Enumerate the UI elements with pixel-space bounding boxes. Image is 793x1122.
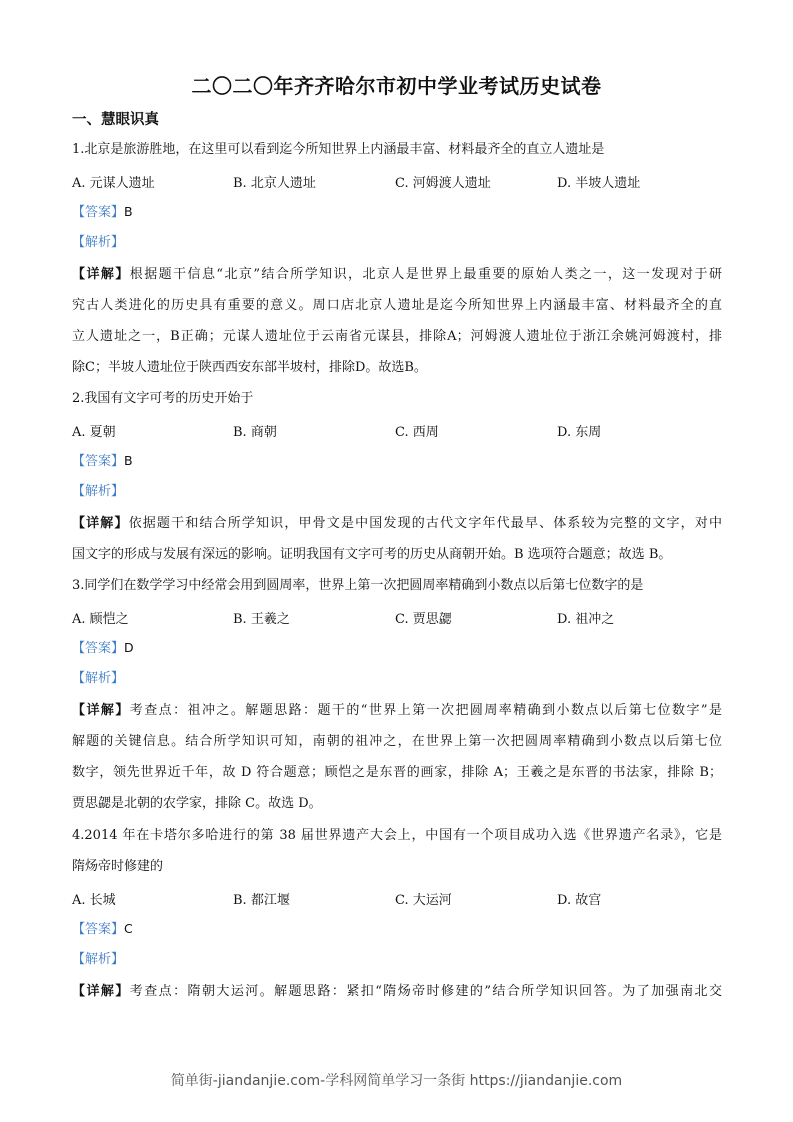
option-b: B. 王羲之: [233, 612, 290, 627]
answer-line: [72, 203, 133, 222]
question-3-options: [72, 608, 732, 626]
analysis-label: 【解析】: [72, 671, 125, 686]
question-4-stem: 4.2014 年在卡塔尔多哈进行的第 38 届世界遗产大会上，中国有一个项目成功入选《世界遗产名录》，它是 隋炀帝时修建的: [72, 828, 722, 874]
section-heading: 一、慧眼识真: [72, 112, 159, 128]
detail-label: 【详解】: [72, 984, 130, 999]
answer-line: [72, 920, 133, 939]
analysis-label: 【解析】: [72, 484, 125, 499]
option-b: B. 北京人遗址: [233, 176, 316, 191]
question-1-detail: 【详解】根据题干信息“北京”结合所学知识，北京人是世界上最重要的原始人类之一，这一发现对于研 究古人类进化的历史具有重要的意义。周口店北京人遗址是迄今所知世界上内涵最丰富、材料最齐全的直 立人遗址之一，B正确；元谋人遗址位于云南省元谋县，排除A；河姆渡人遗址位于浙江余姚河姆渡村，排 除C；半坡人遗址位于陕西西安东部半坡村，排除D。故选B。: [72, 267, 722, 375]
answer-value: B: [124, 204, 133, 219]
option-c: C. 西周: [395, 425, 439, 440]
answer-value: D: [124, 640, 134, 655]
answer-value: B: [124, 453, 133, 468]
question-4-detail: 【详解】考查点：隋朝大运河。解题思路：紧扣“隋炀帝时修建的”结合所学知识回答。为了加强南北交: [72, 984, 722, 999]
analysis-label: 【解析】: [72, 952, 125, 967]
option-c: C. 河姆渡人遗址: [395, 176, 491, 191]
option-a: A. 元谋人遗址: [72, 176, 155, 191]
option-c: C. 大运河: [395, 893, 452, 908]
analysis-label: 【解析】: [72, 235, 125, 250]
answer-label: 【答案】: [72, 454, 125, 469]
option-d: D. 东周: [557, 425, 602, 440]
detail-label: 【详解】: [72, 703, 130, 718]
detail-label: 【详解】: [72, 267, 130, 282]
option-d: D. 祖冲之: [557, 612, 615, 627]
option-c: C. 贾思勰: [395, 612, 452, 627]
option-a: A. 夏朝: [72, 425, 116, 440]
question-1-stem: 1.北京是旅游胜地，在这里可以看到迄今所知世界上内涵最丰富、材料最齐全的直立人遗址是: [72, 142, 605, 157]
answer-line: [72, 452, 133, 471]
page-footer-watermark: 简单街-jiandanjie.com-学科网简单学习一条街 https://jiandanjie.com: [170, 1073, 623, 1089]
answer-line: [72, 639, 134, 658]
option-b: B. 商朝: [233, 425, 277, 440]
answer-label: 【答案】: [72, 641, 125, 656]
detail-label: 【详解】: [72, 516, 129, 531]
answer-value: C: [124, 921, 133, 936]
option-d: D. 故宫: [557, 893, 602, 908]
answer-label: 【答案】: [72, 922, 125, 937]
question-2-stem: 2.我国有文字可考的历史开始于: [72, 391, 254, 406]
option-b: B. 都江堰: [233, 893, 290, 908]
page-title: 二〇二〇年齐齐哈尔市初中学业考试历史试卷: [191, 74, 602, 98]
option-a: A. 长城: [72, 893, 116, 908]
question-2-detail: 【详解】依据题干和结合所学知识，甲骨文是中国发现的古代文字年代最早、体系较为完整的文字，对中 国文字的形成与发展有深远的影响。证明我国有文字可考的历史从商朝开始。B 选项符合题意；故选 B。: [72, 516, 722, 562]
question-2-options: [72, 421, 732, 439]
question-3-stem: 3.同学们在数学学习中经常会用到圆周率，世界上第一次把圆周率精确到小数点以后第七位数字的是: [72, 578, 644, 593]
answer-label: 【答案】: [72, 205, 125, 220]
question-1-options: [72, 172, 732, 190]
option-d: D. 半坡人遗址: [557, 176, 641, 191]
question-4-options: [72, 889, 732, 907]
question-3-detail: 【详解】考查点：祖冲之。解题思路：题干的“世界上第一次把圆周率精确到小数点以后第七位数字”是 解题的关键信息。结合所学知识可知，南朝的祖冲之，在世界上第一次把圆周率精确到小数点以后第七位 数字，领先世界近千年，故 D 符合题意；顾恺之是东晋的画家，排除 A；王羲之是东晋的书法家，排除 B； 贾思勰是北朝的农学家，排除 C。故选 D。: [72, 703, 722, 811]
option-a: A. 顾恺之: [72, 612, 129, 627]
